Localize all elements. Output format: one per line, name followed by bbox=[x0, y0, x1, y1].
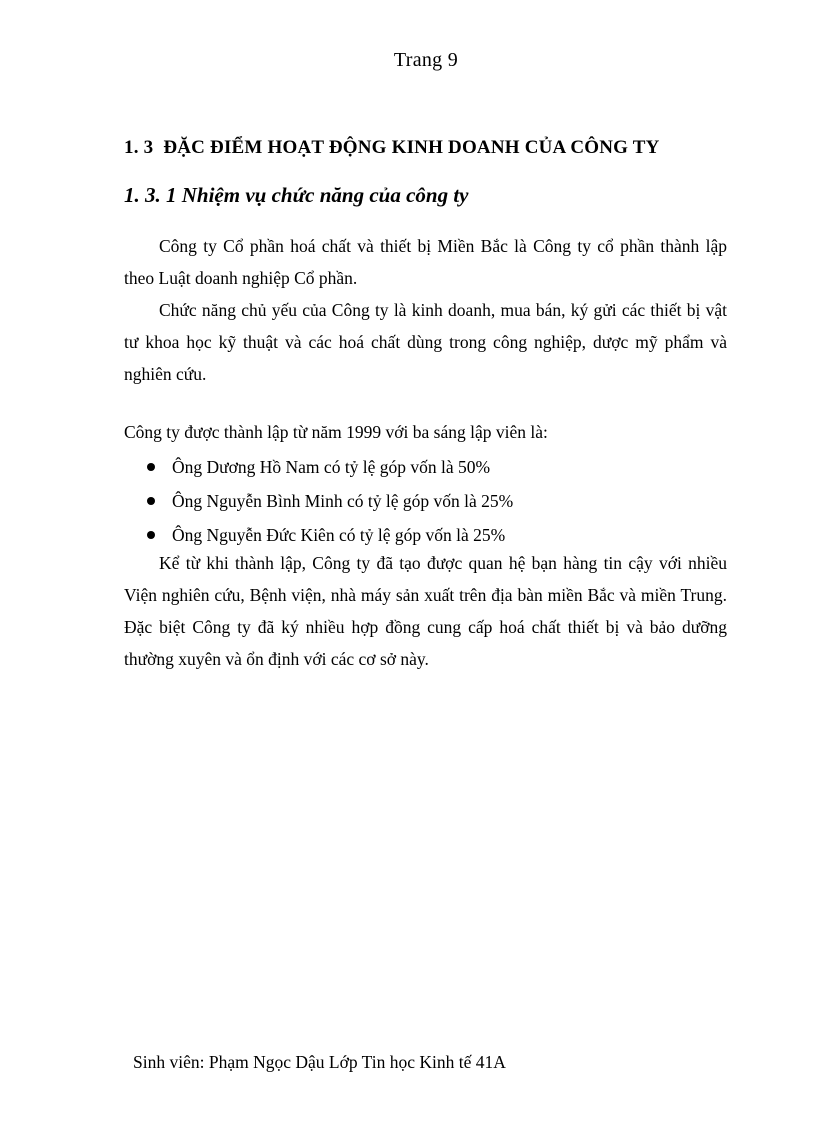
paragraph-text: Công ty được thành lập từ năm 1999 với ba sáng lập viên là: bbox=[124, 422, 548, 442]
section-title: ĐẶC ĐIỂM HOẠT ĐỘNG KINH DOANH CỦA CÔNG TY bbox=[163, 137, 660, 158]
page-footer: Sinh viên: Phạm Ngọc Dậu Lớp Tin học Kinh tế 41A bbox=[133, 1052, 506, 1072]
subsection-heading: 1. 3. 1 Nhiệm vụ chức năng của công ty bbox=[124, 183, 469, 207]
paragraph-text: Công ty Cổ phần hoá chất và thiết bị Miền Bắc là Công ty cổ phần thành lập theo Luật doanh nghiệp Cổ phần. bbox=[124, 236, 727, 288]
bullet-icon bbox=[147, 497, 155, 505]
section-heading bbox=[124, 137, 660, 159]
bullet-icon bbox=[147, 463, 155, 471]
list-item bbox=[124, 484, 727, 518]
paragraph-partnerships bbox=[124, 547, 727, 675]
paragraph-text: Kể từ khi thành lập, Công ty đã tạo được quan hệ bạn hàng tin cậy với nhiều Viện nghiên cứu, Bệnh viện, nhà máy sản xuất trên địa bàn miền Bắc và miền Trung. Đặc biệt Công ty đã ký nhiều hợp đồng cung cấp hoá chất thiết bị và bảo dưỡng thường xuyên và ổn định với các cơ sở này. bbox=[124, 553, 727, 669]
paragraph-founding bbox=[124, 416, 727, 448]
paragraph-company-function bbox=[124, 294, 727, 390]
list-item-text: Ông Nguyễn Bình Minh có tỷ lệ góp vốn là 25% bbox=[172, 491, 514, 511]
section-number: 1. 3 bbox=[124, 137, 154, 158]
paragraph-company-intro bbox=[124, 230, 727, 294]
page-number-header: Trang 9 bbox=[393, 49, 459, 71]
bullet-icon bbox=[147, 531, 155, 539]
founders-list bbox=[124, 450, 727, 552]
list-item bbox=[124, 450, 727, 484]
list-item-text: Ông Nguyễn Đức Kiên có tỷ lệ góp vốn là 25% bbox=[172, 525, 506, 545]
paragraph-text: Chức năng chủ yếu của Công ty là kinh doanh, mua bán, ký gửi các thiết bị vật tư khoa học kỹ thuật và các hoá chất dùng trong công nghiệp, dược mỹ phẩm và nghiên cứu. bbox=[124, 300, 727, 384]
list-item-text: Ông Dương Hồ Nam có tỷ lệ góp vốn là 50% bbox=[172, 457, 491, 477]
